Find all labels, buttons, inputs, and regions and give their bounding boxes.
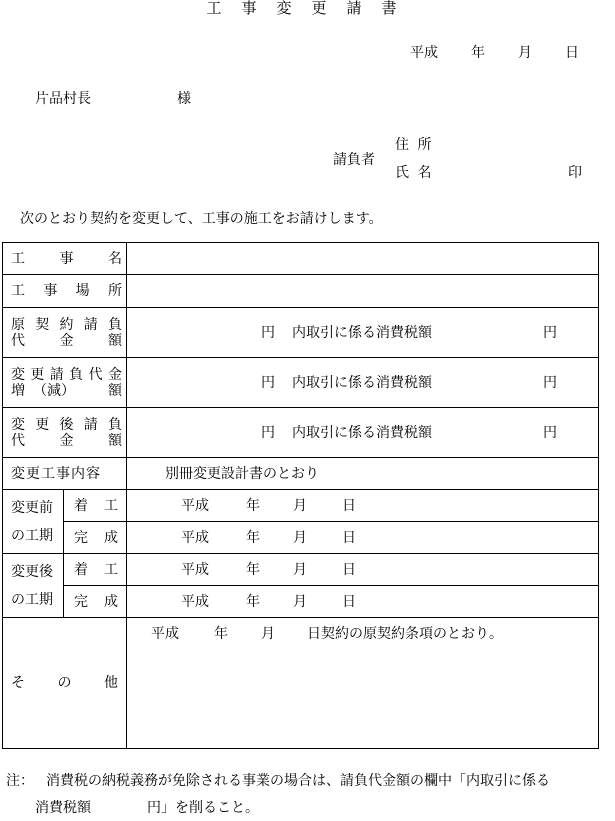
before-start-label: 着 工 (64, 490, 127, 522)
change-amount-label: 変 更 請 負 代 金 増 （減） 額 (3, 358, 127, 408)
address-label: 住 所 (395, 137, 432, 153)
contract-change-table (2, 242, 599, 749)
document-title: 工事変更請書 (206, 0, 417, 17)
after-start-label: 着 工 (64, 554, 127, 586)
before-finish-label: 完 成 (64, 522, 127, 554)
other-label: そ の 他 (3, 618, 127, 749)
row-original-amount (3, 308, 599, 358)
row-after-amount (3, 408, 599, 458)
after-finish-label: 完 成 (64, 586, 127, 618)
before-start-date[interactable]: 平成 年 月 日 (127, 490, 599, 522)
note-line-2: 消費税額 円」を削ること。 (35, 800, 259, 816)
yen-unit: 円 (543, 374, 557, 391)
row-after-finish (3, 586, 599, 618)
yen-unit: 円 (543, 324, 557, 341)
date-year: 年 (471, 45, 485, 61)
tax-label: 内取引に係る消費税額 (292, 424, 432, 441)
row-before-finish (3, 522, 599, 554)
before-finish-date[interactable]: 平成 年 月 日 (127, 522, 599, 554)
work-place-value[interactable] (127, 275, 599, 308)
yen-unit: 円 (261, 374, 275, 391)
after-period-label: 変更後 の工期 (3, 554, 64, 618)
note-text-1: 消費税の納税義務が免除される事業の場合は、請負代金額の欄中「内取引に係る (46, 773, 550, 789)
before-period-label: 変更前 の工期 (3, 490, 64, 554)
date-day: 日 (565, 45, 579, 61)
after-amount-value[interactable] (127, 408, 599, 458)
after-finish-date[interactable]: 平成 年 月 日 (127, 586, 599, 618)
date-era: 平成 (410, 45, 438, 61)
work-name-value[interactable] (127, 243, 599, 275)
original-amount-label: 原 契 約 請 負 代 金 額 (3, 308, 127, 358)
other-value[interactable]: 平成 年 月 日契約の原契約条項のとおり。 (127, 618, 599, 749)
header-date (410, 45, 579, 61)
row-other (3, 618, 599, 749)
original-amount-value[interactable] (127, 308, 599, 358)
work-place-label: 工 事 場 所 (3, 275, 127, 308)
row-change-amount (3, 358, 599, 408)
change-content-value[interactable]: 別冊変更設計書のとおり (127, 458, 599, 490)
yen-unit: 円 (261, 324, 275, 341)
addressee: 片品村長 (35, 91, 91, 107)
change-amount-value[interactable] (127, 358, 599, 408)
name-label: 氏 名 (395, 165, 432, 181)
row-work-name (3, 243, 599, 275)
change-content-label: 変更工事内容 (3, 458, 127, 490)
yen-unit: 円 (543, 424, 557, 441)
yen-unit: 円 (261, 424, 275, 441)
note-line-1 (6, 773, 550, 789)
row-before-start (3, 490, 599, 522)
intro-text: 次のとおり契約を変更して、工事の施工をお請けします。 (20, 211, 383, 227)
honorific: 様 (177, 91, 191, 107)
row-change-content (3, 458, 599, 490)
date-month: 月 (518, 45, 532, 61)
row-after-start (3, 554, 599, 586)
row-work-place (3, 275, 599, 308)
after-amount-label: 変 更 後 請 負 代 金 額 (3, 408, 127, 458)
after-start-date[interactable]: 平成 年 月 日 (127, 554, 599, 586)
work-name-label: 工 事 名 (3, 243, 127, 275)
note-prefix: 注： (6, 773, 34, 789)
tax-label: 内取引に係る消費税額 (292, 324, 432, 341)
tax-label: 内取引に係る消費税額 (292, 374, 432, 391)
seal-mark: 印 (568, 165, 582, 181)
contractor-label: 請負者 (333, 152, 375, 168)
